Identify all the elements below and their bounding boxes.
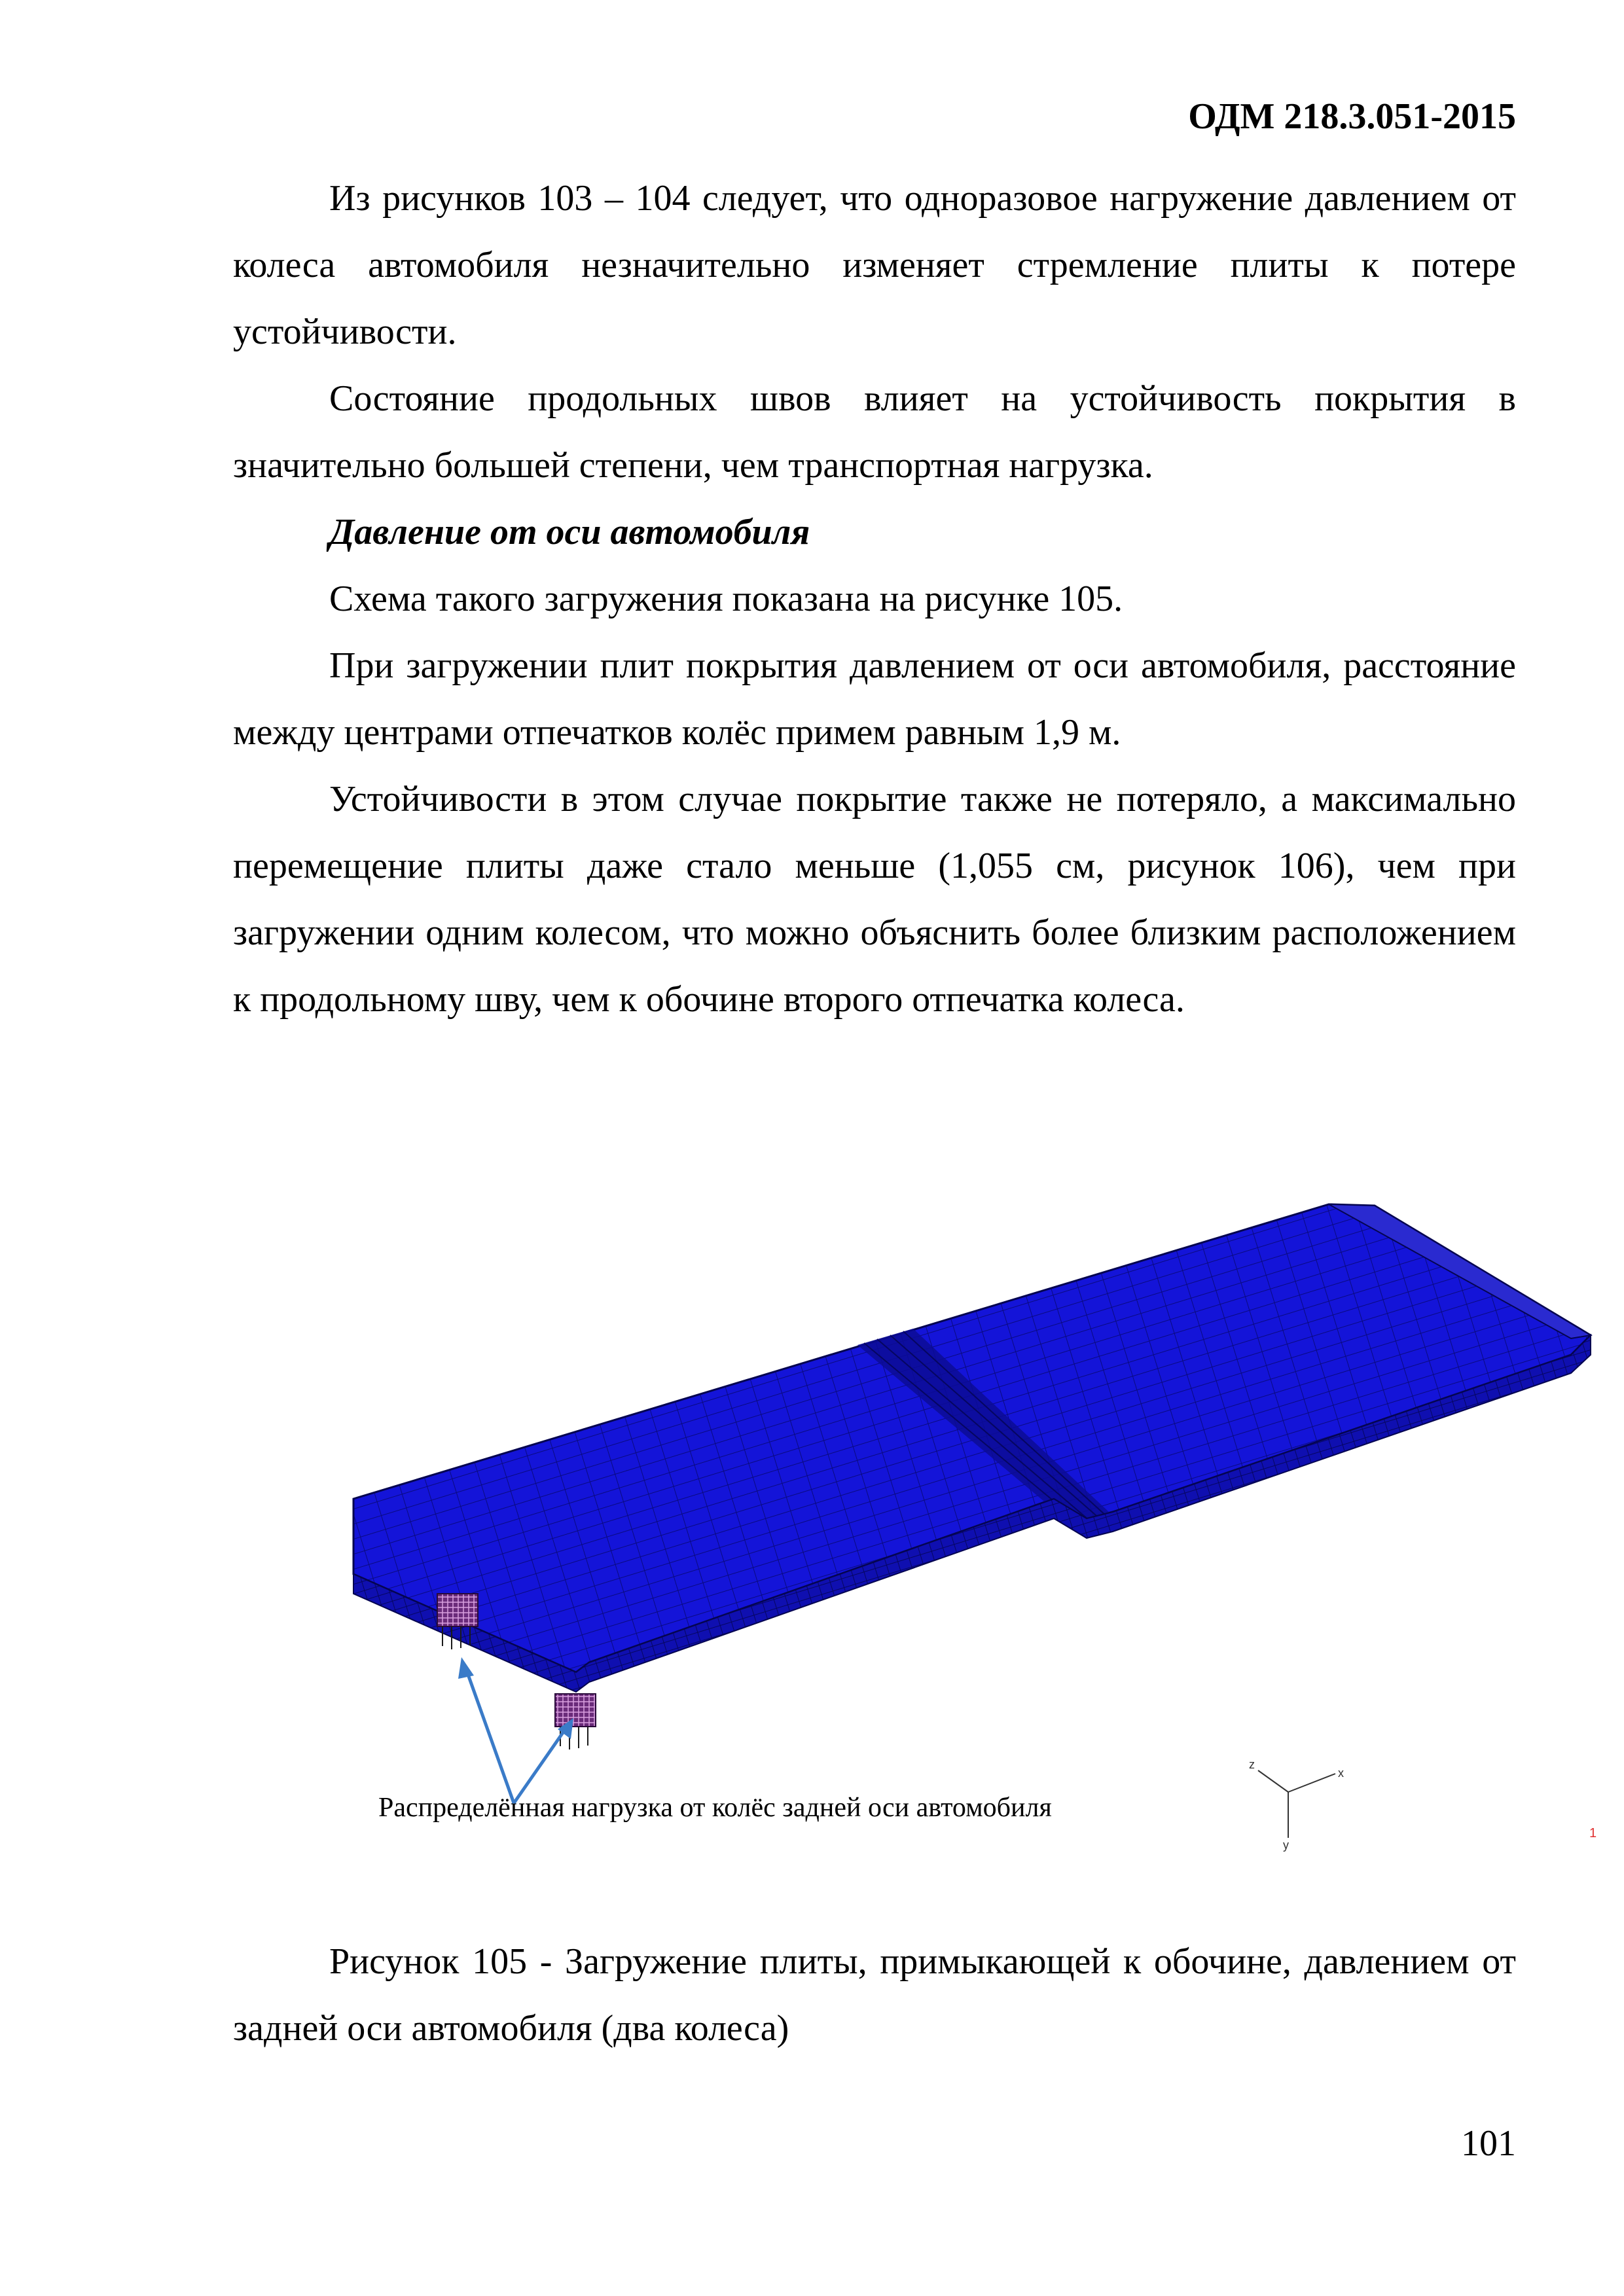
paragraph-4: При загружении плит покрытия давлением от оси автомобиля, расстояние между центрами отпечатков колёс примем равным 1,9 м. <box>233 645 1516 753</box>
paragraph-3: Схема такого загружения показана на рисунке 105. <box>329 579 1123 619</box>
document-code: ОДМ 218.3.051-2015 <box>1188 96 1516 137</box>
paragraph-2: Состояние продольных швов влияет на устойчивость покрытия в значительно большей степени, чем транспортная нагрузка. <box>233 378 1516 486</box>
section-heading: Давление от оси автомобиля <box>329 512 810 552</box>
body-text <box>233 165 1516 1033</box>
axis-triad <box>1258 1770 1335 1838</box>
caption-text: Рисунок 105 - Загружение плиты, примыкающей к обочине, давлением от задней оси автомобиля (два колеса) <box>233 1941 1516 2049</box>
axis-label-x: x <box>1338 1767 1344 1780</box>
arrow-head-1 <box>458 1657 474 1679</box>
wheel-load-2 <box>555 1694 596 1749</box>
paragraph-1: Из рисунков 103 – 104 следует, что одноразовое нагружение давлением от колеса автомобиля незначительно изменяет стремление плиты к потере устойчивости. <box>233 178 1516 352</box>
paragraph-5: Устойчивости в этом случае покрытие также не потеряло, а максимально перемещение плиты даже стало меньше (1,055 см, рисунок 106), чем при загружении одним колесом, что можно объяснить более близким расположением к продольному шву, чем к обочине второго отпечатка колеса. <box>233 779 1516 1020</box>
figure-caption <box>233 1928 1516 2062</box>
annotation-arrows <box>466 1669 566 1803</box>
figure-annotation: Распределённая нагрузка от колёс задней оси автомобиля <box>378 1793 1052 1823</box>
figure-marker: 1 <box>1589 1826 1597 1840</box>
page-number: 101 <box>1461 2123 1516 2164</box>
axis-label-y: y <box>1283 1839 1289 1852</box>
axis-label-z: z <box>1249 1758 1255 1771</box>
